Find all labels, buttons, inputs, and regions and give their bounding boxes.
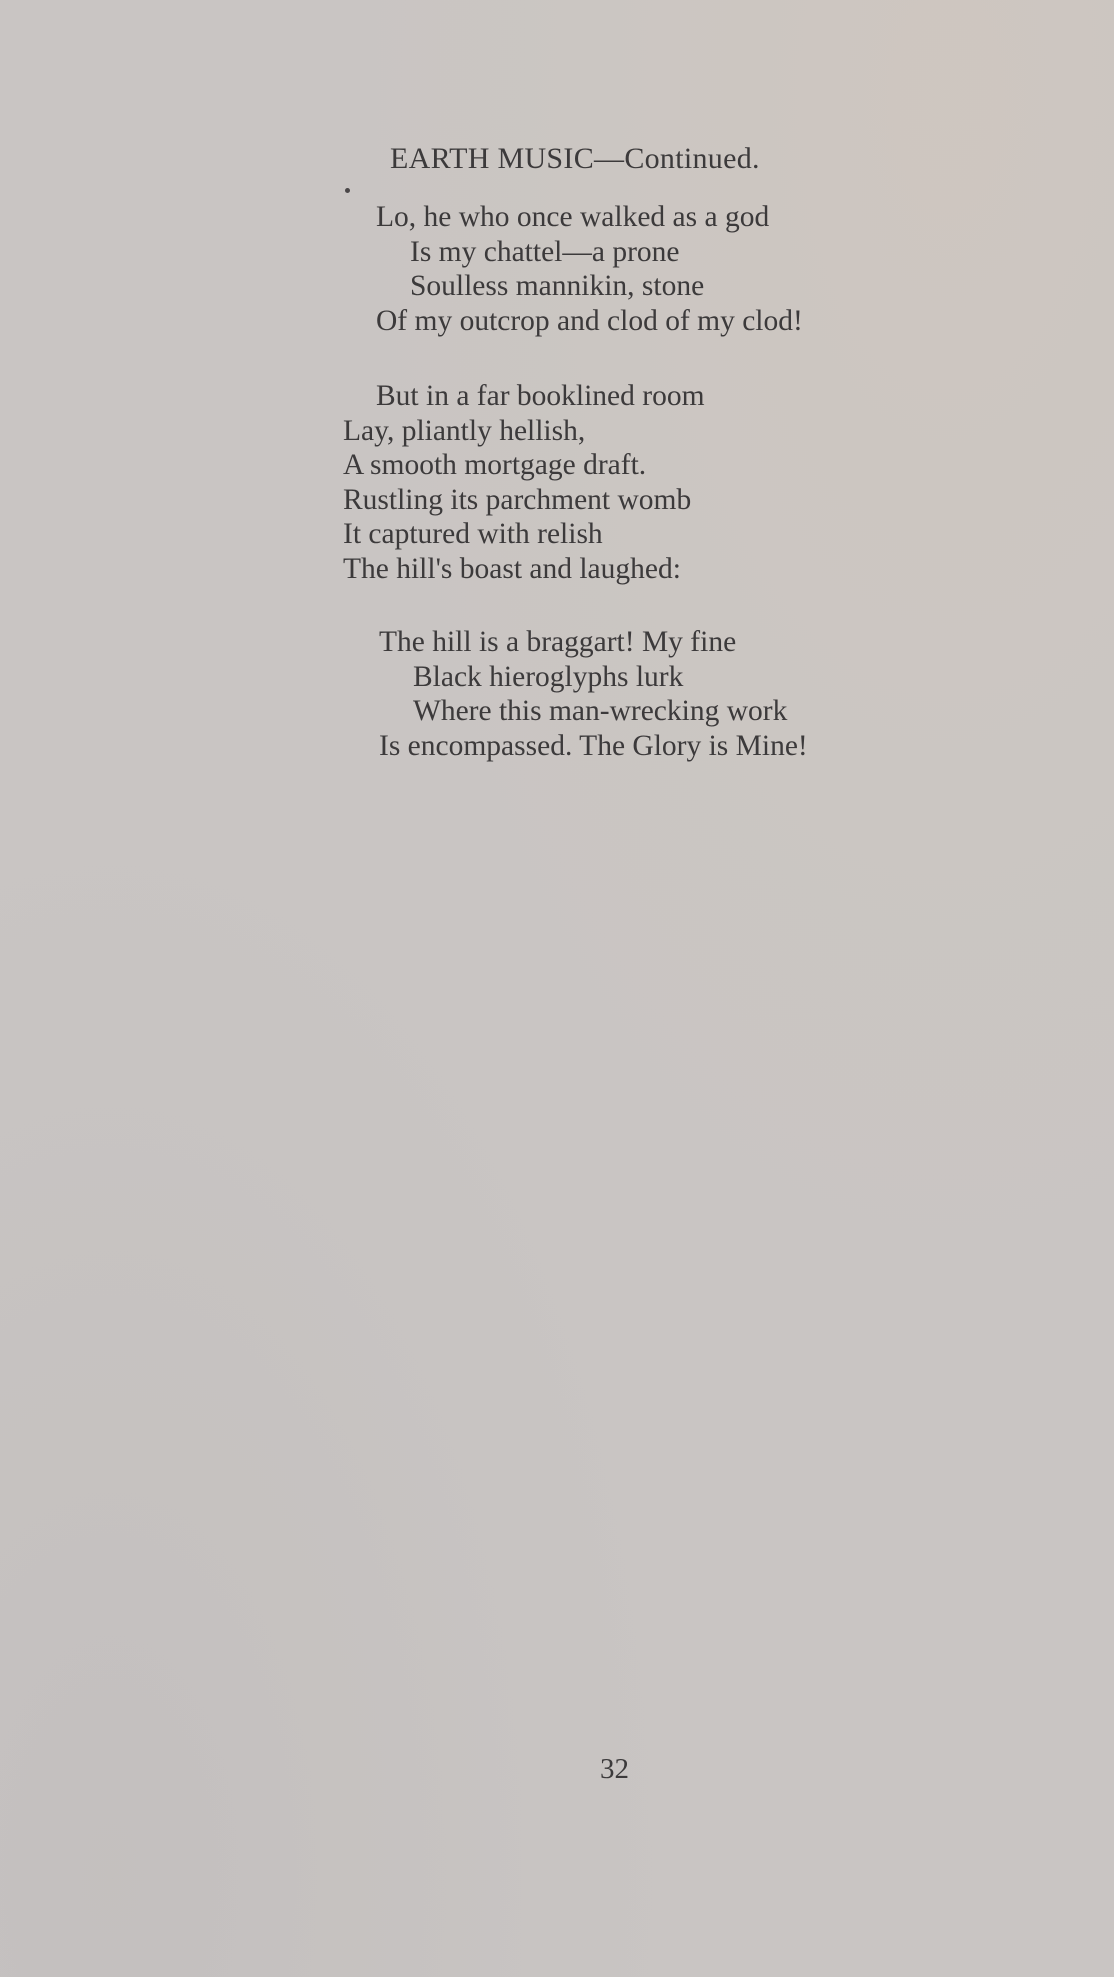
printer-mark bbox=[345, 188, 350, 193]
poem-line: Is encompassed. The Glory is Mine! bbox=[379, 729, 808, 762]
poem-line: A smooth mortgage draft. bbox=[343, 449, 647, 481]
poem-line: Is my chattel—a prone bbox=[410, 235, 680, 268]
poem-line: The hill's boast and laughed: bbox=[343, 552, 681, 585]
poem-line: But in a far booklined room bbox=[376, 380, 705, 412]
page-number: 32 bbox=[600, 1753, 629, 1785]
poem-line: It captured with relish bbox=[343, 518, 603, 550]
stanza-2 bbox=[343, 379, 705, 586]
stanza-1 bbox=[376, 200, 803, 338]
poem-title: EARTH MUSIC—Continued. bbox=[390, 142, 760, 175]
poem-line: The hill is a braggart! My fine bbox=[379, 626, 737, 658]
poem-line: Lo, he who once walked as a god bbox=[376, 201, 770, 233]
poem-line: Rustling its parchment womb bbox=[343, 483, 692, 516]
poem-line: Of my outcrop and clod of my clod! bbox=[376, 304, 803, 337]
poem-line: Lay, pliantly hellish, bbox=[343, 414, 586, 447]
poem-line: Soulless mannikin, stone bbox=[410, 270, 705, 302]
stanza-3 bbox=[379, 625, 808, 763]
poem-line: Where this man-wrecking work bbox=[413, 695, 788, 727]
poem-line: Black hieroglyphs lurk bbox=[413, 660, 684, 693]
